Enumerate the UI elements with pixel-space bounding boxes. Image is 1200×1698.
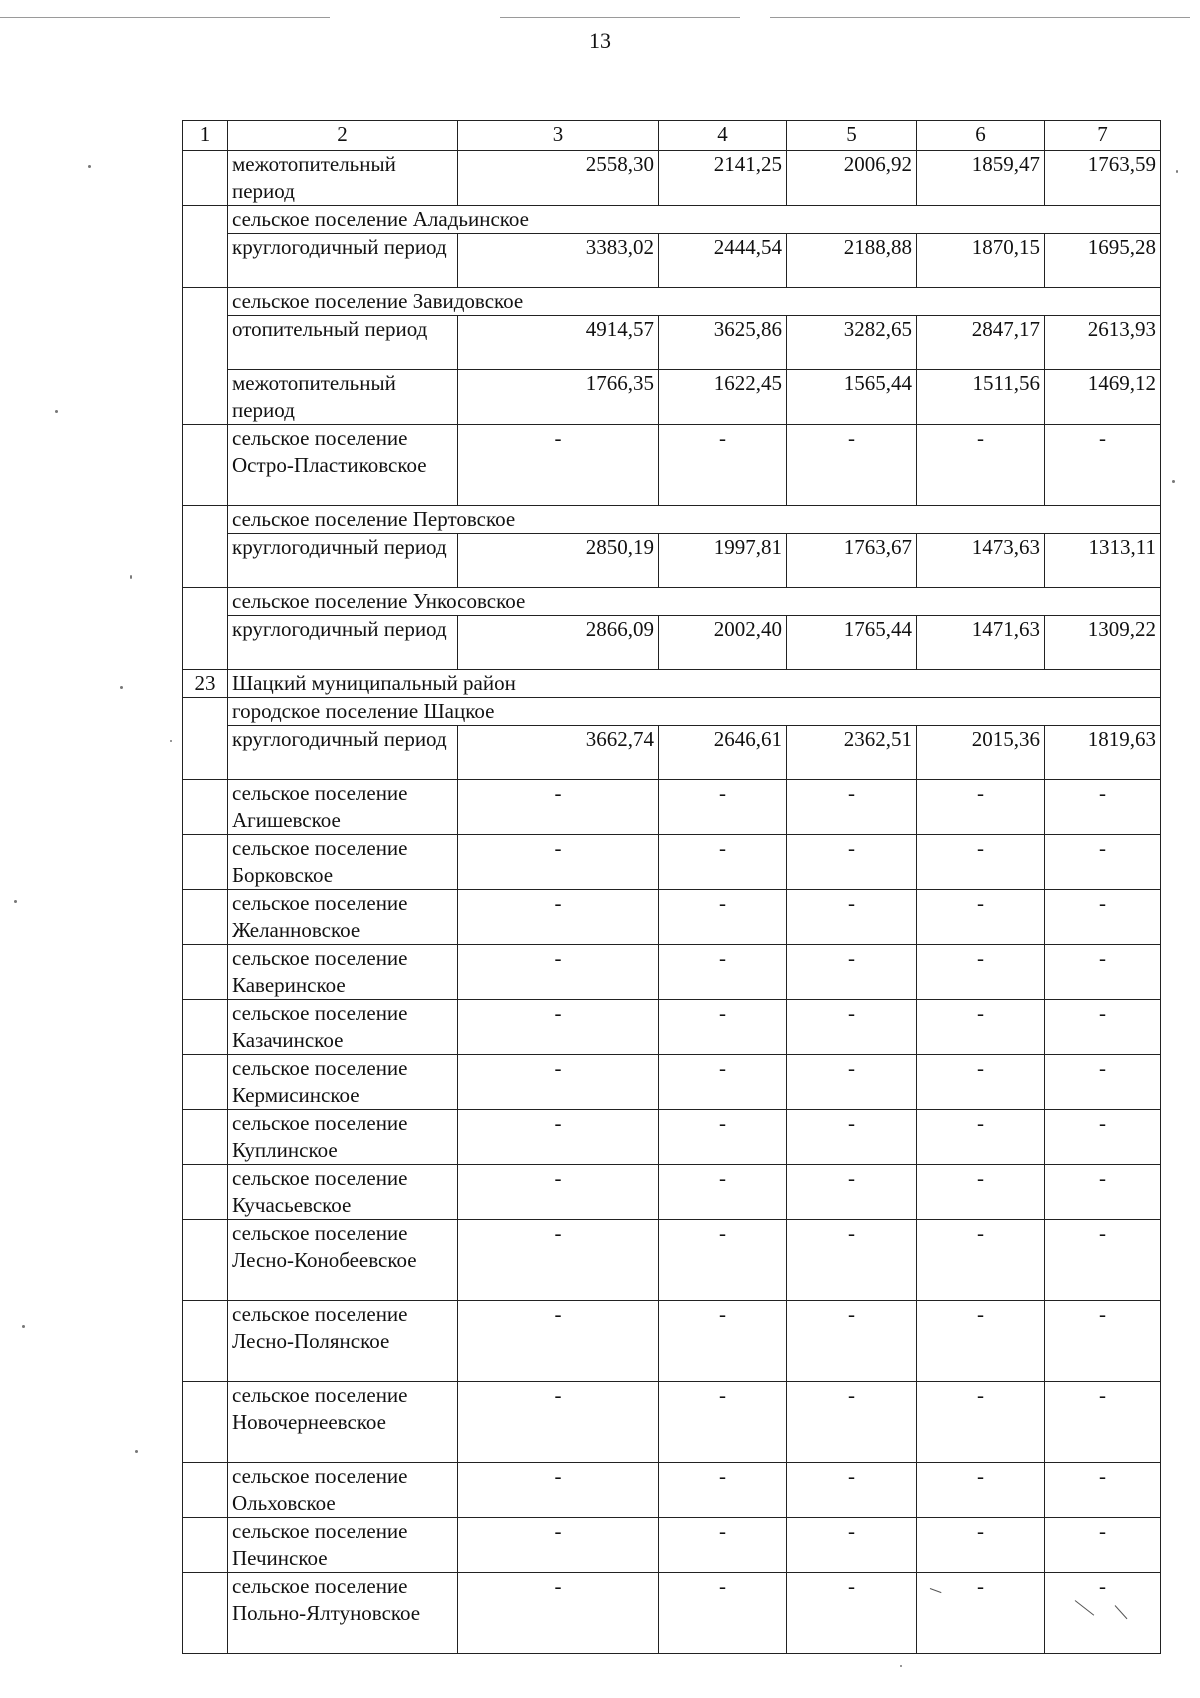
value-cell: - (917, 1055, 1045, 1110)
table-row (183, 1518, 1161, 1573)
table-row (183, 616, 1161, 670)
value-cell: - (1045, 1220, 1161, 1301)
section-title: городское поселение Шацкое (228, 698, 1161, 726)
value-cell: - (917, 1301, 1045, 1382)
value-cell: - (1045, 1573, 1161, 1654)
row-label: отопительный период (228, 316, 458, 370)
value-cell: - (659, 890, 787, 945)
value-cell: 3282,65 (787, 316, 917, 370)
table-row (183, 1382, 1161, 1463)
table-row (183, 234, 1161, 288)
value-cell: - (458, 1573, 659, 1654)
row-index-cell (183, 506, 228, 588)
row-index-cell (183, 1220, 228, 1301)
row-label: сельское поселение Куплинское (228, 1110, 458, 1165)
row-label: круглогодичный период (228, 234, 458, 288)
table-row (183, 1000, 1161, 1055)
column-header: 3 (458, 121, 659, 151)
section-title-row (183, 288, 1161, 316)
scan-speck (130, 575, 132, 579)
row-index-cell (183, 288, 228, 425)
table-row (183, 316, 1161, 370)
value-cell: 2613,93 (1045, 316, 1161, 370)
scan-speck (120, 686, 123, 689)
value-cell: - (458, 945, 659, 1000)
value-cell: - (787, 1382, 917, 1463)
scan-edge-line (0, 17, 330, 18)
value-cell: - (917, 1000, 1045, 1055)
value-cell: - (917, 780, 1045, 835)
value-cell: - (787, 1301, 917, 1382)
value-cell: 2646,61 (659, 726, 787, 780)
table-row (183, 1301, 1161, 1382)
value-cell: - (458, 1463, 659, 1518)
value-cell: 1473,63 (917, 534, 1045, 588)
table-row (183, 726, 1161, 780)
row-label: круглогодичный период (228, 616, 458, 670)
row-label: сельское поселение Лесно-Полянское (228, 1301, 458, 1382)
value-cell: - (917, 835, 1045, 890)
row-label: сельское поселение Печинское (228, 1518, 458, 1573)
row-label: сельское поселение Лесно-Конобеевское (228, 1220, 458, 1301)
value-cell: - (787, 1220, 917, 1301)
row-index-cell (183, 1000, 228, 1055)
value-cell: - (787, 835, 917, 890)
row-index-cell (183, 151, 228, 206)
row-label: круглогодичный период (228, 534, 458, 588)
row-index-cell (183, 1301, 228, 1382)
table-row (183, 945, 1161, 1000)
value-cell: - (917, 945, 1045, 1000)
value-cell: - (458, 1301, 659, 1382)
value-cell: - (659, 835, 787, 890)
value-cell: - (659, 1055, 787, 1110)
column-header: 4 (659, 121, 787, 151)
value-cell: - (1045, 835, 1161, 890)
value-cell: - (787, 1165, 917, 1220)
value-cell: 2444,54 (659, 234, 787, 288)
row-label: межотопительный период (228, 370, 458, 425)
row-label: сельское поселение Казачинское (228, 1000, 458, 1055)
value-cell: 2558,30 (458, 151, 659, 206)
value-cell: - (917, 1382, 1045, 1463)
scan-speck (55, 410, 58, 413)
row-label: сельское поселение Кермисинское (228, 1055, 458, 1110)
value-cell: 2362,51 (787, 726, 917, 780)
table-row (183, 890, 1161, 945)
row-index-cell (183, 1382, 228, 1463)
value-cell: - (1045, 1055, 1161, 1110)
table-row (183, 370, 1161, 425)
value-cell: 1765,44 (787, 616, 917, 670)
value-cell: 1313,11 (1045, 534, 1161, 588)
table-row (183, 780, 1161, 835)
row-index-cell (183, 1518, 228, 1573)
value-cell: 1565,44 (787, 370, 917, 425)
value-cell: - (659, 1110, 787, 1165)
scan-speck (1172, 480, 1175, 483)
scan-speck (170, 740, 172, 742)
value-cell: - (1045, 1165, 1161, 1220)
scan-speck (88, 165, 91, 168)
row-label: сельское поселение Каверинское (228, 945, 458, 1000)
value-cell: 2866,09 (458, 616, 659, 670)
row-label: круглогодичный период (228, 726, 458, 780)
value-cell: - (659, 945, 787, 1000)
row-index-cell (183, 890, 228, 945)
value-cell: - (1045, 890, 1161, 945)
row-index-cell (183, 945, 228, 1000)
value-cell: 4914,57 (458, 316, 659, 370)
scan-speck (900, 1665, 902, 1667)
row-label: межотопительный период (228, 151, 458, 206)
scan-edge-line (770, 17, 1190, 18)
row-label: сельское поселение Польно-Ялтуновское (228, 1573, 458, 1654)
scan-speck (14, 900, 17, 903)
value-cell: - (787, 945, 917, 1000)
row-index-cell (183, 425, 228, 506)
value-cell: - (659, 780, 787, 835)
value-cell: - (659, 1165, 787, 1220)
row-index-cell: 23 (183, 670, 228, 698)
value-cell: - (458, 1518, 659, 1573)
value-cell: - (917, 425, 1045, 506)
column-header: 2 (228, 121, 458, 151)
row-index-cell (183, 698, 228, 780)
value-cell: - (917, 1518, 1045, 1573)
value-cell: - (659, 1518, 787, 1573)
row-label: сельское поселение Агишевское (228, 780, 458, 835)
value-cell: 3662,74 (458, 726, 659, 780)
table-row (183, 1110, 1161, 1165)
value-cell: 1622,45 (659, 370, 787, 425)
page-number: 13 (589, 28, 611, 53)
section-title-row (183, 670, 1161, 698)
column-number-row (183, 121, 1161, 151)
table-row (183, 1220, 1161, 1301)
value-cell: - (659, 1220, 787, 1301)
value-cell: - (1045, 780, 1161, 835)
value-cell: 2850,19 (458, 534, 659, 588)
value-cell: - (1045, 1110, 1161, 1165)
value-cell: 1763,67 (787, 534, 917, 588)
value-cell: - (458, 835, 659, 890)
value-cell: - (787, 1110, 917, 1165)
value-cell: 1469,12 (1045, 370, 1161, 425)
value-cell: - (917, 1110, 1045, 1165)
value-cell: - (659, 1000, 787, 1055)
value-cell: - (917, 1220, 1045, 1301)
value-cell: 2141,25 (659, 151, 787, 206)
value-cell: - (1045, 1000, 1161, 1055)
value-cell: 1766,35 (458, 370, 659, 425)
value-cell: - (917, 1463, 1045, 1518)
scan-speck (135, 1450, 138, 1453)
scan-edge-line (500, 17, 740, 18)
column-header: 7 (1045, 121, 1161, 151)
value-cell: - (458, 780, 659, 835)
value-cell: 3383,02 (458, 234, 659, 288)
value-cell: - (458, 890, 659, 945)
row-index-cell (183, 206, 228, 288)
value-cell: - (787, 1055, 917, 1110)
row-index-cell (183, 588, 228, 670)
row-index-cell (183, 1165, 228, 1220)
value-cell: - (458, 1000, 659, 1055)
table-row (183, 151, 1161, 206)
value-cell: - (1045, 1463, 1161, 1518)
section-title-row (183, 206, 1161, 234)
table-row (183, 1055, 1161, 1110)
scan-speck (1176, 170, 1178, 173)
value-cell: - (917, 890, 1045, 945)
row-label: сельское поселение Борковское (228, 835, 458, 890)
value-cell: 2006,92 (787, 151, 917, 206)
value-cell: - (458, 1382, 659, 1463)
value-cell: - (659, 1382, 787, 1463)
row-index-cell (183, 1110, 228, 1165)
value-cell: - (1045, 1518, 1161, 1573)
table-row (183, 1165, 1161, 1220)
value-cell: - (1045, 1301, 1161, 1382)
section-title-row (183, 698, 1161, 726)
value-cell: - (917, 1165, 1045, 1220)
row-index-cell (183, 780, 228, 835)
value-cell: 2002,40 (659, 616, 787, 670)
value-cell: 2847,17 (917, 316, 1045, 370)
section-title: сельское поселение Аладьинское (228, 206, 1161, 234)
section-title: сельское поселение Ункосовское (228, 588, 1161, 616)
row-label: сельское поселение Ольховское (228, 1463, 458, 1518)
value-cell: - (458, 1110, 659, 1165)
value-cell: 1870,15 (917, 234, 1045, 288)
table-row (183, 534, 1161, 588)
value-cell: 1695,28 (1045, 234, 1161, 288)
section-title: Шацкий муниципальный район (228, 670, 1161, 698)
table-body (183, 151, 1161, 1654)
section-title-row (183, 588, 1161, 616)
row-index-cell (183, 1463, 228, 1518)
value-cell: - (659, 1463, 787, 1518)
table-row (183, 1573, 1161, 1654)
row-label: сельское поселение Кучасьевское (228, 1165, 458, 1220)
value-cell: - (458, 1220, 659, 1301)
row-label: сельское поселение Новочернеевское (228, 1382, 458, 1463)
table-row (183, 835, 1161, 890)
value-cell: - (787, 1000, 917, 1055)
table-row (183, 1463, 1161, 1518)
value-cell: - (659, 1573, 787, 1654)
value-cell: 1471,63 (917, 616, 1045, 670)
data-table (182, 120, 1161, 1654)
value-cell: - (787, 780, 917, 835)
value-cell: 1819,63 (1045, 726, 1161, 780)
row-index-cell (183, 1055, 228, 1110)
value-cell: - (1045, 425, 1161, 506)
value-cell: - (1045, 1382, 1161, 1463)
value-cell: - (787, 425, 917, 506)
value-cell: - (458, 1055, 659, 1110)
value-cell: 1511,56 (917, 370, 1045, 425)
value-cell: - (787, 1463, 917, 1518)
value-cell: - (659, 1301, 787, 1382)
value-cell: - (659, 425, 787, 506)
row-index-cell (183, 1573, 228, 1654)
scan-speck (22, 1325, 25, 1328)
value-cell: - (458, 1165, 659, 1220)
value-cell: - (917, 1573, 1045, 1654)
value-cell: 2188,88 (787, 234, 917, 288)
value-cell: 1763,59 (1045, 151, 1161, 206)
table-row (183, 425, 1161, 506)
column-header: 5 (787, 121, 917, 151)
column-header: 6 (917, 121, 1045, 151)
value-cell: 2015,36 (917, 726, 1045, 780)
section-title: сельское поселение Пертовское (228, 506, 1161, 534)
value-cell: - (787, 890, 917, 945)
value-cell: - (1045, 945, 1161, 1000)
column-header: 1 (183, 121, 228, 151)
value-cell: 1309,22 (1045, 616, 1161, 670)
value-cell: - (458, 425, 659, 506)
row-label: сельское поселение Желанновское (228, 890, 458, 945)
value-cell: 1997,81 (659, 534, 787, 588)
section-title: сельское поселение Завидовское (228, 288, 1161, 316)
value-cell: - (787, 1518, 917, 1573)
row-label: сельское поселение Остро-Пластиковское (228, 425, 458, 506)
value-cell: - (787, 1573, 917, 1654)
section-title-row (183, 506, 1161, 534)
row-index-cell (183, 835, 228, 890)
value-cell: 3625,86 (659, 316, 787, 370)
value-cell: 1859,47 (917, 151, 1045, 206)
